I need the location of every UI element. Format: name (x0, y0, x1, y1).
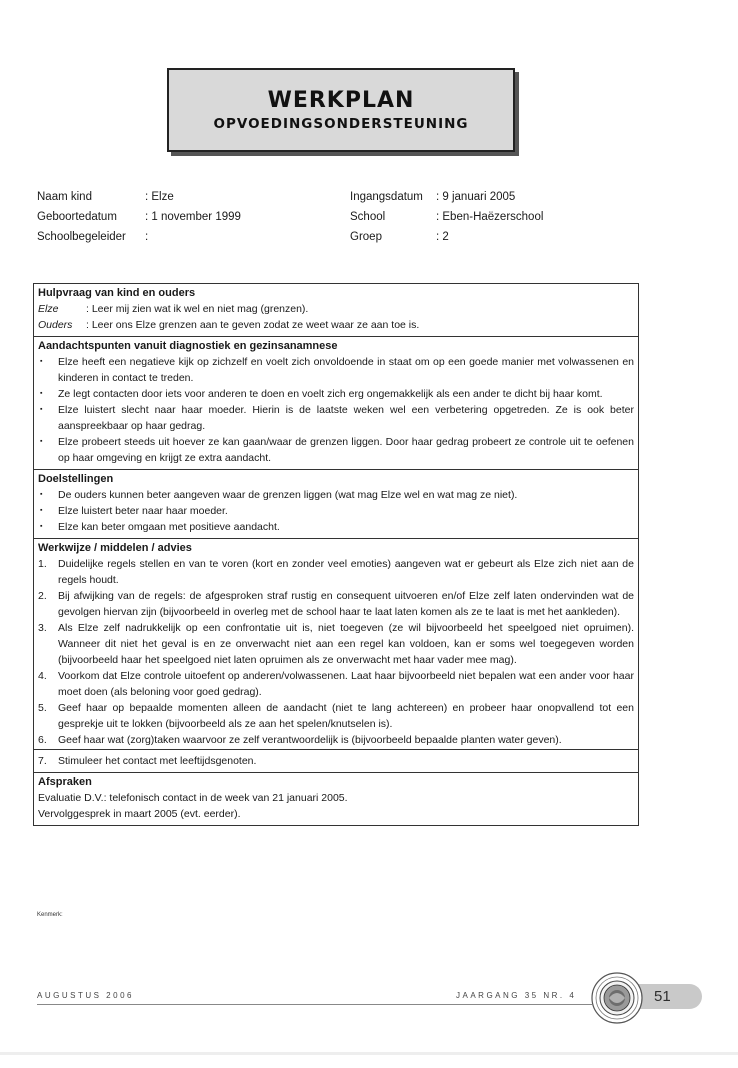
info-row (37, 227, 241, 247)
afspraken-line: Vervolggesprek in maart 2005 (evt. eerder). (38, 808, 241, 820)
werkwijze-list (38, 556, 634, 748)
info-value: : (145, 231, 149, 243)
list-item: ▪ Elze kan beter omgaan met positieve aandacht. (38, 519, 634, 535)
page-number: 51 (630, 984, 702, 1009)
list-item: ▪ Elze luistert beter naar haar moeder. (38, 503, 634, 519)
list-item: ▪ De ouders kunnen beter aangeven waar de grenzen liggen (wat mag Elze wel en wat mag ze niet). (38, 487, 634, 503)
info-value: : Elze (145, 191, 174, 203)
list-item: ▪ Elze luistert slecht naar haar moeder. Hierin is de laatste weken wel een verbetering opgetreden. Ze is ook beter aanspreekbaar op haar gedrag. (38, 402, 634, 434)
list-item (38, 732, 634, 748)
info-row (37, 207, 241, 227)
divider (34, 749, 638, 750)
hulpvraag-row (38, 301, 634, 317)
section-aandachtspunten (34, 337, 638, 470)
section-afspraken (34, 773, 638, 825)
item-number: 6. (38, 734, 47, 746)
footer-date: AUGUSTUS 2006 (37, 991, 134, 1000)
item-text: Stimuleer het contact met leeftijdsgenoten. (58, 755, 257, 767)
info-value: : Eben-Haëzerschool (436, 211, 544, 223)
list-item: ▪ Ze legt contacten door iets voor anderen te doen en voelt zich erg ongemakkelijk als een ander te dicht bij haar komt. (38, 386, 634, 402)
doelstellingen-list (38, 487, 634, 535)
page-title: WERKPLAN (267, 88, 415, 113)
list-item (38, 620, 634, 668)
section-hulpvraag (34, 284, 638, 337)
plan-table (33, 283, 639, 826)
aandachtspunten-list (38, 354, 634, 466)
hulpvraag-text: : Leer mij zien wat ik wel en niet mag (grenzen). (86, 303, 309, 315)
journal-seal-icon (591, 972, 643, 1024)
info-row (37, 187, 241, 207)
info-value: : 1 november 1999 (145, 211, 241, 223)
item-number: 2. (38, 590, 47, 602)
info-value: : 2 (436, 231, 449, 243)
info-label: Ingangsdatum (350, 191, 423, 203)
item-text: Geef haar op bepaalde momenten alleen de aandacht (niet te lang achtereen) en probeer haar onopvallend tot een gesprekje uit te lokken (bijvoorbeeld als ze aan het spelen/knutselen is). (58, 702, 634, 730)
item-text: Als Elze zelf nadrukkelijk op een confrontatie uit is, niet toegeven (ze wil bijvoorbeeld het speelgoed niet opruimen). Wanneer dit niet het geval is en ze onverwacht niet aan een regel kan voldoen, kan er soms wel toegegeven worden (bijvoorbeeld haar het speelgoed niet laten opruimen als ze onverwacht met haar vader mee mag). (58, 622, 634, 666)
footer-volume: JAARGANG 35 NR. 4 (456, 991, 577, 1000)
section-heading: Werkwijze / middelen / advies (38, 542, 192, 554)
kenmerk-label: Kenmerk: (37, 912, 63, 918)
list-item (38, 753, 634, 769)
item-number: 5. (38, 702, 47, 714)
item-text: Bij afwijking van de regels: de afgesproken straf rustig en consequent uitvoeren en/of Elze zelf laten ondervinden wat de gevolgen hiervan zijn (bijvoorbeeld in overleg met de school haar te laat laten komen als ze te laat is met het aankleden). (58, 590, 634, 618)
section-heading: Aandachtspunten vanuit diagnostiek en gezinsanamnese (38, 340, 338, 352)
item-number: 1. (38, 558, 47, 570)
hulpvraag-who: Ouders (38, 319, 73, 331)
footer-rule (37, 1004, 592, 1005)
info-left (37, 187, 241, 247)
list-item: ▪ Elze heeft een negatieve kijk op zichzelf en voelt zich onvoldoende in staat om op een goede manier met volwassenen en kinderen in contact te treden. (38, 354, 634, 386)
list-item (38, 556, 634, 588)
list-item (38, 668, 634, 700)
info-label: School (350, 211, 386, 223)
info-value: : 9 januari 2005 (436, 191, 516, 203)
list-item (38, 700, 634, 732)
title-box (167, 68, 515, 152)
hulpvraag-row (38, 317, 634, 333)
hulpvraag-text: : Leer ons Elze grenzen aan te geven zodat ze weet waar ze aan toe is. (86, 319, 420, 331)
info-row (350, 187, 543, 207)
item-text: Duidelijke regels stellen en van te voren (kort en zonder veel emoties) aangeven wat er gebeurt als Elze zich niet aan de regels houdt. (58, 558, 634, 586)
list-item (38, 588, 634, 620)
info-label: Naam kind (37, 191, 92, 203)
section-heading: Hulpvraag van kind en ouders (38, 287, 196, 299)
section-werkwijze (34, 539, 638, 773)
item-number: 3. (38, 622, 47, 634)
item-number: 7. (38, 755, 47, 767)
afspraken-line: Evaluatie D.V.: telefonisch contact in de week van 21 januari 2005. (38, 792, 348, 804)
page-bottom-band (0, 1052, 738, 1055)
info-label: Groep (350, 231, 382, 243)
hulpvraag-who: Elze (38, 303, 59, 315)
page-subtitle: OPVOEDINGSONDERSTEUNING (213, 116, 469, 132)
item-number: 4. (38, 670, 47, 682)
list-item: ▪ Elze probeert steeds uit hoever ze kan gaan/waar de grenzen liggen. Door haar gedrag probeert ze controle uit te oefenen op haar omgeving en krijgt ze extra aandacht. (38, 434, 634, 466)
section-heading: Doelstellingen (38, 473, 114, 485)
info-label: Schoolbegeleider (37, 231, 126, 243)
werkwijze-list-tail (38, 753, 634, 769)
item-text: Geef haar wat (zorg)taken waarvoor ze zelf verantwoordelijk is (bijvoorbeeld bepaalde planten water geven). (58, 734, 562, 746)
section-heading: Afspraken (38, 776, 92, 788)
info-label: Geboortedatum (37, 211, 117, 223)
info-row (350, 227, 543, 247)
info-row (350, 207, 543, 227)
item-text: Voorkom dat Elze controle uitoefent op anderen/volwassenen. Laat haar bijvoorbeeld niet bepalen wat een ander voor haar moet doen (als beloning voor goed gedrag). (58, 670, 634, 698)
info-right (350, 187, 543, 247)
section-doelstellingen (34, 470, 638, 539)
